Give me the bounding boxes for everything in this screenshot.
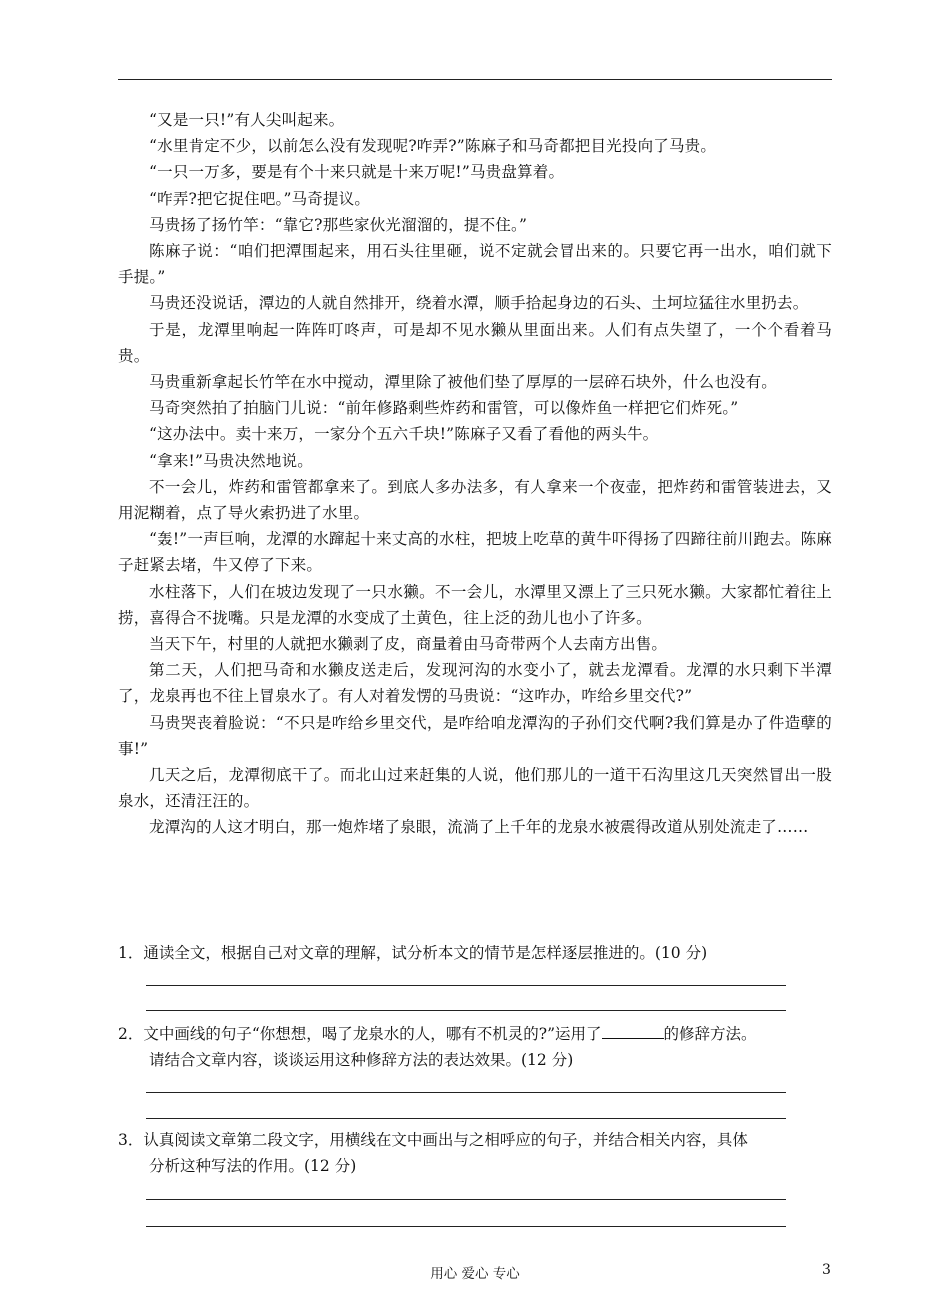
question-text: 的修辞方法。	[663, 1025, 757, 1043]
paragraph: “水里肯定不少，以前怎么没有发现呢?咋弄?”陈麻子和马奇都把目光投向了马贵。	[149, 137, 717, 156]
answer-line[interactable]	[146, 1092, 786, 1093]
answer-line[interactable]	[146, 1010, 786, 1011]
question-2	[118, 1021, 840, 1073]
question-text: 通读全文，根据自己对文章的理解，试分析本文的情节是怎样逐层推进的。(10 分)	[143, 944, 708, 962]
question-text: 文中画线的句子“你想想，喝了龙泉水的人，哪有不机灵的?”运用了	[143, 1025, 602, 1043]
paragraph: 马贵哭丧着脸说：“不只是咋给乡里交代，是咋给咱龙潭沟的子孙们交代啊?我们算是办了件造孽的事!”	[118, 713, 832, 758]
answer-line[interactable]	[146, 1118, 786, 1119]
paragraph: “这办法中。卖十来万，一家分个五六千块!”陈麻子又看了看他的两头牛。	[149, 425, 659, 444]
question-number: 3．	[118, 1131, 144, 1149]
paragraph: “咋弄?把它捉住吧。”马奇提议。	[149, 189, 371, 208]
question-3	[118, 1127, 840, 1179]
question-text: 分析这种写法的作用。(12 分)	[149, 1157, 357, 1176]
paragraph: 水柱落下，人们在坡边发现了一只水獭。不一会儿，水潭里又漂上了三只死水獭。大家都忙着往上捞，喜得合不拢嘴。只是龙潭的水变成了土黄色，往上泛的劲儿也小了许多。	[118, 582, 832, 627]
paragraph: “一只一万多，要是有个十来只就是十来万呢!”马贵盘算着。	[149, 163, 565, 182]
paragraph: 第二天，人们把马奇和水獭皮送走后，发现河沟的水变小了，就去龙潭看。龙潭的水只剩下半潭了，龙泉再也不往上冒泉水了。有人对着发愣的马贵说：“这咋办，咋给乡里交代?”	[118, 661, 832, 706]
paragraph: 于是，龙潭里响起一阵阵叮咚声，可是却不见水獭从里面出来。人们有点失望了，一个个看着马贵。	[118, 320, 832, 365]
answer-line[interactable]	[146, 985, 786, 986]
page-number: 3	[822, 1262, 831, 1278]
paragraph: 马贵扬了扬竹竿：“靠它?那些家伙光溜溜的，提不住。”	[149, 215, 528, 234]
header-rule	[118, 79, 832, 80]
footer-text: 用心 爱心 专心	[430, 1266, 520, 1282]
paragraph: “拿来!”马贵决然地说。	[149, 451, 313, 470]
answer-line[interactable]	[146, 1199, 786, 1200]
paragraph: 马奇突然拍了拍脑门儿说：“前年修路剩些炸药和雷管，可以像炸鱼一样把它们炸死。”	[149, 399, 739, 418]
question-1	[118, 940, 840, 966]
question-text: 认真阅读文章第二段文字，用横线在文中画出与之相呼应的句子，并结合相关内容，具体	[143, 1131, 748, 1149]
question-number: 2．	[118, 1025, 144, 1043]
paragraph: 当天下午，村里的人就把水獭剥了皮，商量着由马奇带两个人去南方出售。	[149, 635, 668, 654]
question-text: 请结合文章内容，谈谈运用这种修辞方法的表达效果。(12 分)	[149, 1051, 574, 1070]
story-text	[118, 107, 832, 841]
paragraph: 龙潭沟的人这才明白，那一炮炸堵了泉眼，流淌了上千年的龙泉水被震得改道从别处流走了……	[149, 818, 809, 837]
paragraph: 马贵还没说话，潭边的人就自然排开，绕着水潭，顺手拾起身边的石头、土坷垃猛往水里扔去。	[149, 294, 809, 313]
paragraph: 马贵重新拿起长竹竿在水中搅动，潭里除了被他们垫了厚厚的一层碎石块外，什么也没有。	[149, 373, 778, 392]
paragraph: 几天之后，龙潭彻底干了。而北山过来赶集的人说，他们那儿的一道干石沟里这几天突然冒出一股泉水，还清汪汪的。	[118, 766, 832, 811]
question-number: 1．	[118, 944, 144, 962]
fill-in-blank[interactable]	[602, 1024, 664, 1039]
answer-line[interactable]	[146, 1226, 786, 1227]
paragraph: 不一会儿，炸药和雷管都拿来了。到底人多办法多，有人拿来一个夜壶，把炸药和雷管装进去，又用泥糊着，点了导火索扔进了水里。	[118, 477, 832, 523]
paragraph: “轰!”一声巨响，龙潭的水蹿起十来丈高的水柱，把坡上吃草的黄牛吓得扬了四蹄往前川跑去。陈麻子赶紧去堵，牛又停了下来。	[118, 530, 832, 575]
paragraph: 陈麻子说：“咱们把潭围起来，用石头往里砸，说不定就会冒出来的。只要它再一出水，咱们就下手提。”	[118, 242, 832, 287]
paragraph: “又是一只!”有人尖叫起来。	[149, 111, 345, 129]
